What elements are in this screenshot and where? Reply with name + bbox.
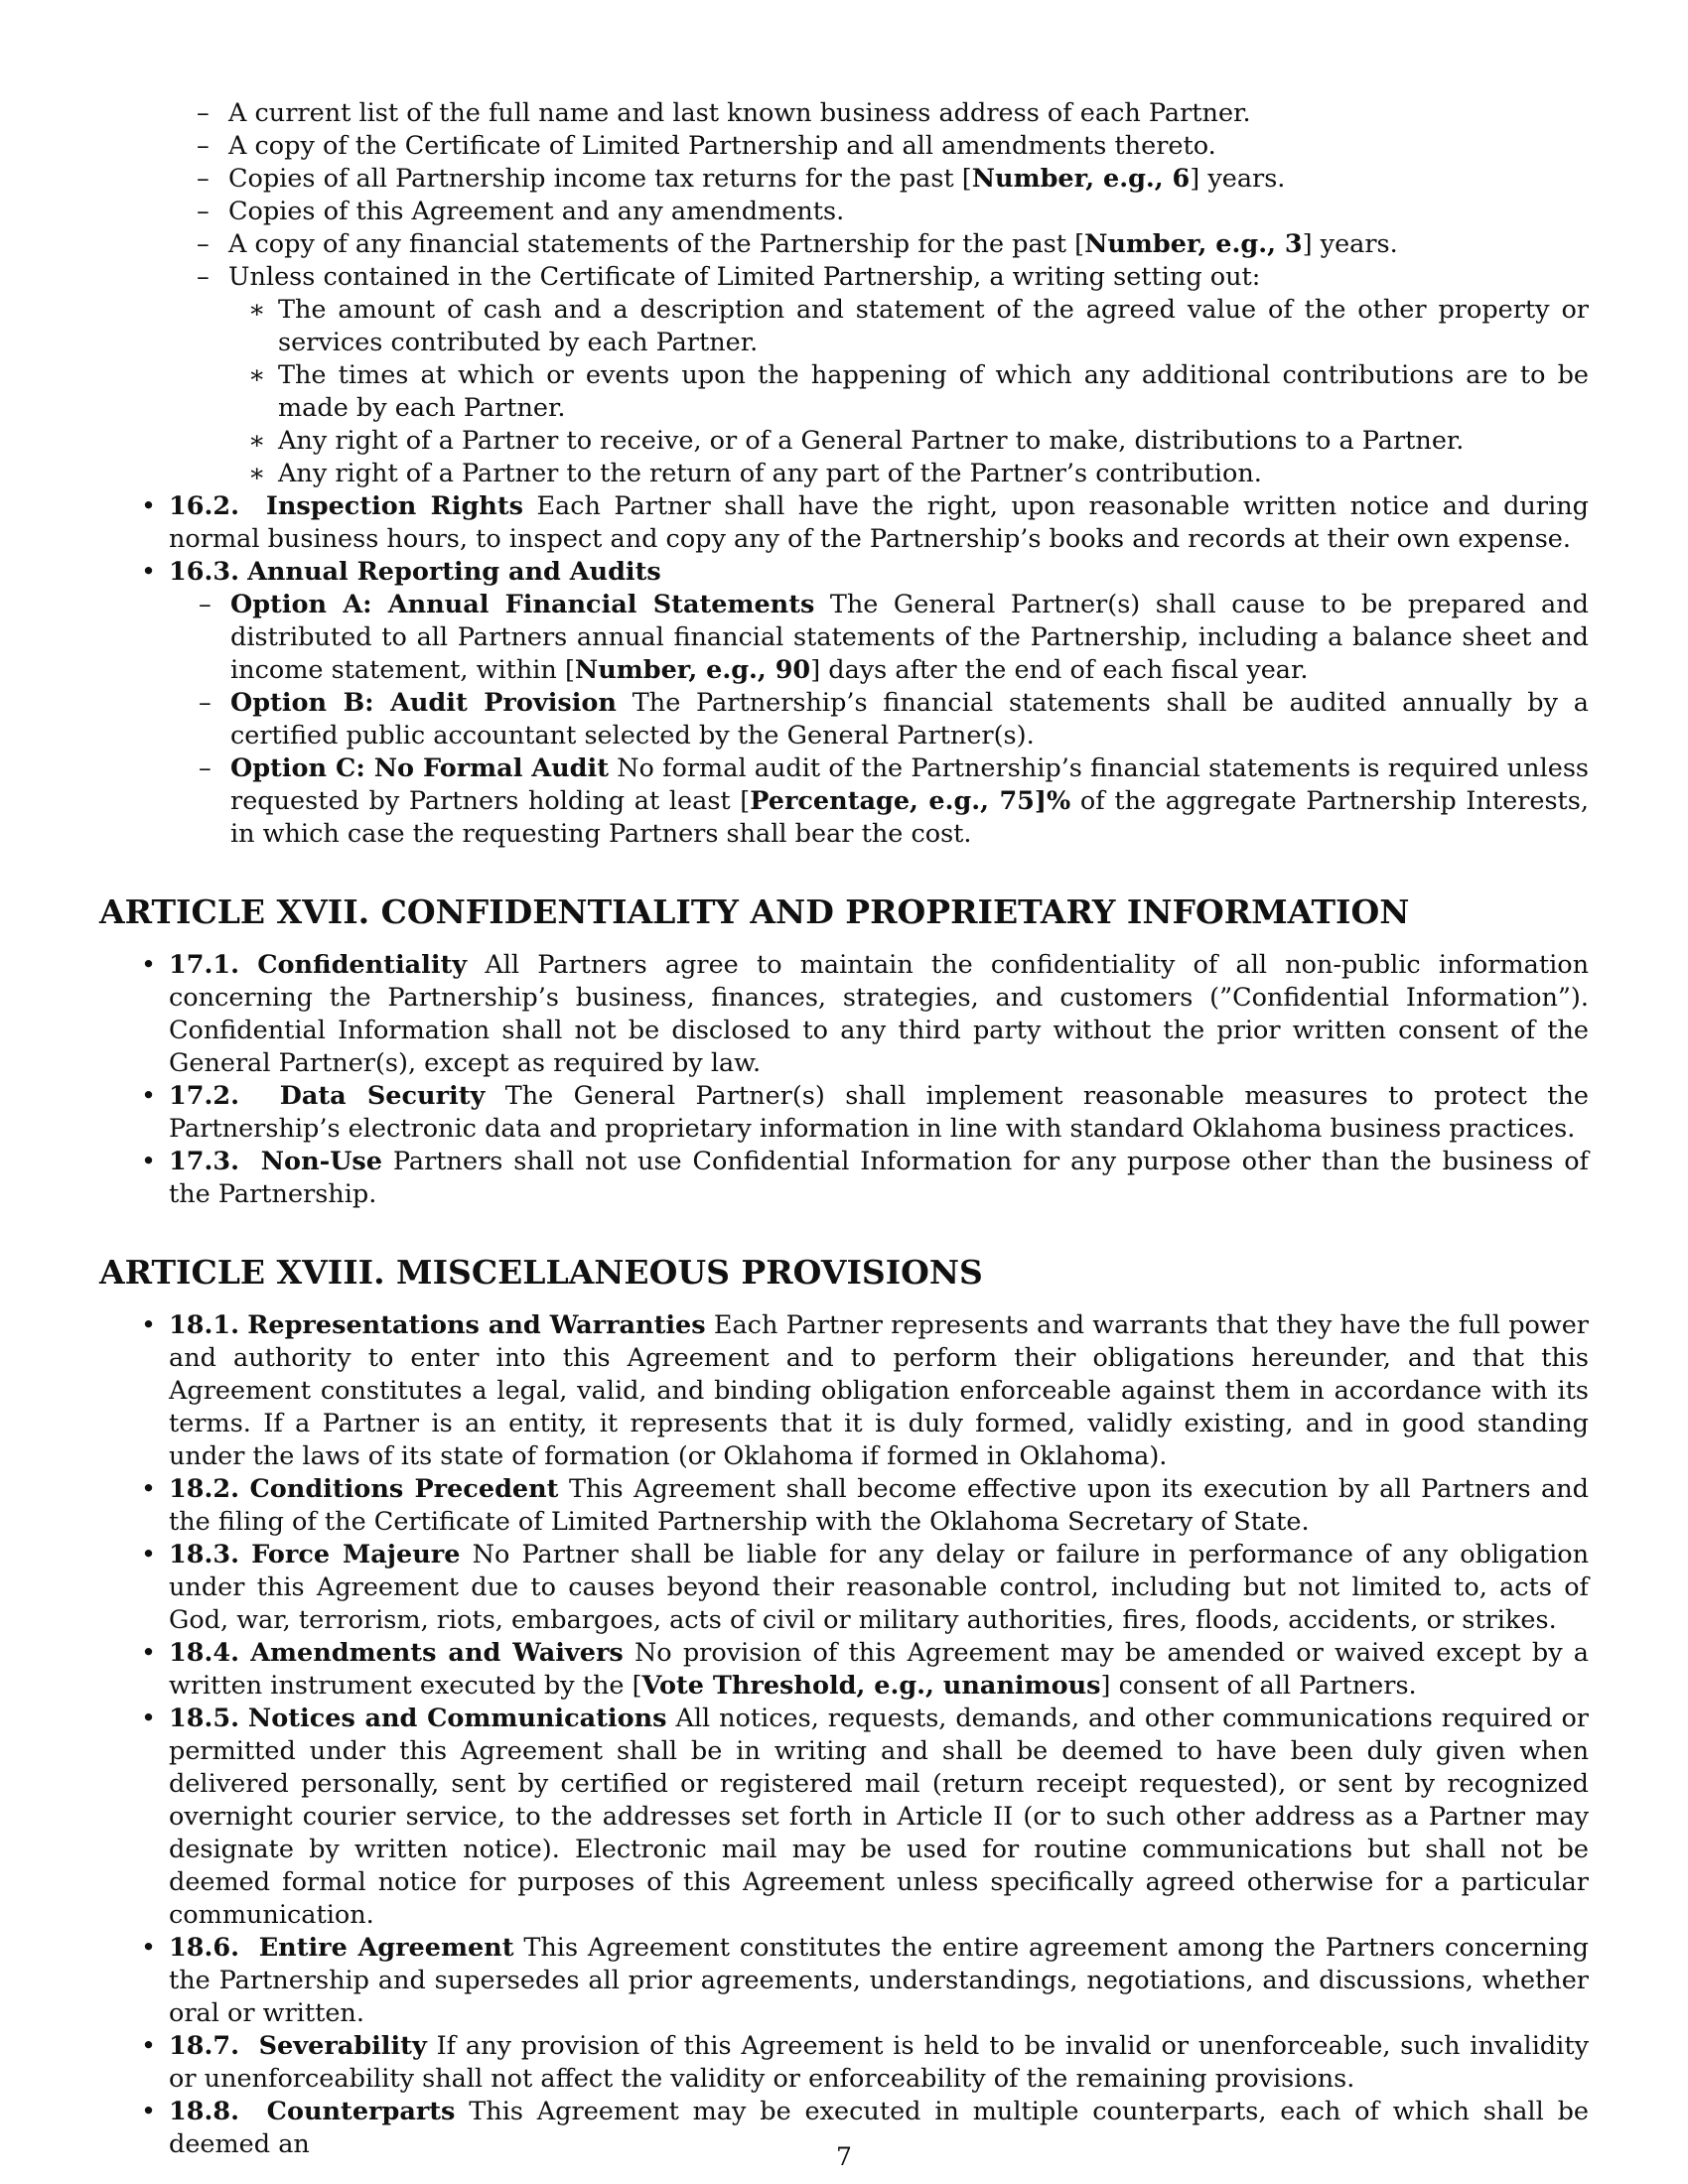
list-item: – A current list of the full name and last known business address of each Partner. bbox=[197, 98, 1251, 128]
document-page bbox=[99, 97, 1589, 2161]
section-18-6: • 18.6. Entire Agreement This Agreement constitutes the entire agreement among the Partners concerning the Partnership and supersedes all prior agreements, understandings, negotiations, and discussions, whether oral or written. bbox=[141, 1933, 1589, 2028]
section-18-4: • 18.4. Amendments and Waivers No provision of this Agreement may be amended or waived except by a written instrument executed by the [Vote Threshold, e.g., unanimous] consent of all Partners. bbox=[141, 1638, 1590, 1701]
section-18-7: • 18.7. Severability If any provision of this Agreement is held to be invalid or unenforceable, such invalidity or unenforceability shall not affect the validity or enforceability of the remaining provisions. bbox=[141, 2031, 1589, 2094]
list-item: ∗ The times at which or events upon the happening of which any additional contributions are to be made by each Partner. bbox=[248, 360, 1589, 423]
section-18-8: • 18.8. Counterparts This Agreement may be executed in multiple counterparts, each of which shall be deemed an bbox=[141, 2097, 1590, 2159]
section-18-5: • 18.5. Notices and Communications All notices, requests, demands, and other communications required or permitted under this Agreement shall be in writing and shall be deemed to have been duly given when delivered personally, sent by certified or registered mail (return receipt requested), or sent by recognized overnight courier service, to the addresses set forth in Article II (or to such other address as a Partner may designate by written notice). Electronic mail may be used for routine communications but shall not be deemed formal notice for purposes of this Agreement unless specifically agreed otherwise for a particular communication. bbox=[141, 1704, 1589, 1930]
section-16-2: • 16.2. Inspection Rights Each Partner shall have the right, upon reasonable written notice and during normal business hours, to inspect and copy any of the Partnership’s books and records at their own expense. bbox=[141, 491, 1589, 554]
section-18-2: • 18.2. Conditions Precedent This Agreement shall become effective upon its execution by all Partners and the filing of the Certificate of Limited Partnership with the Oklahoma Secretary of State. bbox=[141, 1474, 1589, 1537]
list-item: ∗ The amount of cash and a description and statement of the agreed value of the other property or services contributed by each Partner. bbox=[248, 295, 1589, 357]
option-a: – Option A: Annual Financial Statements The General Partner(s) shall cause to be prepared and distributed to all Partners annual financial statements of the Partnership, including a balance sheet and income statement, within [Number, e.g., 90] days after the end of each fiscal year. bbox=[199, 590, 1590, 685]
page-number: 7 bbox=[836, 2142, 852, 2171]
list-item: ∗ Any right of a Partner to the return of any part of the Partner’s contribution. bbox=[248, 459, 1262, 488]
article-17-heading: ARTICLE XVII. CONFIDENTIALITY AND PROPRIETARY INFORMATION bbox=[99, 892, 1410, 931]
section-17-3: • 17.3. Non-Use Partners shall not use Confidential Information for any purpose other than the business of the Partnership. bbox=[141, 1147, 1589, 1209]
option-c: – Option C: No Formal Audit No formal audit of the Partnership’s financial statements is required unless requested by Partners holding at least [Percentage, e.g., 75]% of the aggregate Partnership Interests, in which case the requesting Partners shall bear the cost. bbox=[199, 753, 1589, 849]
list-item: ∗ Any right of a Partner to receive, or of a General Partner to make, distributions to a Partner. bbox=[248, 426, 1465, 456]
option-b: – Option B: Audit Provision The Partnership’s financial statements shall be audited annually by a certified public accountant selected by the General Partner(s). bbox=[199, 688, 1590, 751]
section-18-1: • 18.1. Representations and Warranties Each Partner represents and warrants that they have the full power and authority to enter into this Agreement and to perform their obligations hereunder, and that this Agreement constitutes a legal, valid, and binding obligation enforceable against them in accordance with its terms. If a Partner is an entity, it represents that it is duly formed, validly existing, and in good standing under the laws of its state of formation (or Oklahoma if formed in Oklahoma). bbox=[141, 1310, 1589, 1471]
list-item: – A copy of any financial statements of the Partnership for the past [Number, e.g., 3] years. bbox=[197, 229, 1398, 259]
section-18-3: • 18.3. Force Majeure No Partner shall be liable for any delay or failure in performance of any obligation under this Agreement due to causes beyond their reasonable control, including but not limited to, acts of God, war, terrorism, riots, embargoes, acts of civil or military authorities, fires, floods, accidents, or strikes. bbox=[141, 1540, 1589, 1635]
section-17-2: • 17.2. Data Security The General Partner(s) shall implement reasonable measures to protect the Partnership’s electronic data and proprietary information in line with standard Oklahoma business practices. bbox=[141, 1081, 1589, 1144]
list-item: – A copy of the Certificate of Limited Partnership and all amendments thereto. bbox=[197, 131, 1216, 161]
article-18-heading: ARTICLE XVIII. MISCELLANEOUS PROVISIONS bbox=[99, 1253, 983, 1292]
section-17-1: • 17.1. Confidentiality All Partners agree to maintain the confidentiality of all non-public information concerning the Partnership’s business, finances, strategies, and customers (”Confidential Information”). Confidential Information shall not be disclosed to any third party without the prior written consent of the General Partner(s), except as required by law. bbox=[141, 950, 1590, 1078]
records-list bbox=[99, 97, 1589, 490]
list-item: – Copies of this Agreement and any amendments. bbox=[197, 197, 845, 226]
section-16-3: • 16.3. Annual Reporting and Audits bbox=[141, 557, 661, 587]
list-item: – Unless contained in the Certificate of Limited Partnership, a writing setting out: bbox=[197, 262, 1261, 292]
list-item: – Copies of all Partnership income tax returns for the past [Number, e.g., 6] years. bbox=[197, 164, 1286, 194]
